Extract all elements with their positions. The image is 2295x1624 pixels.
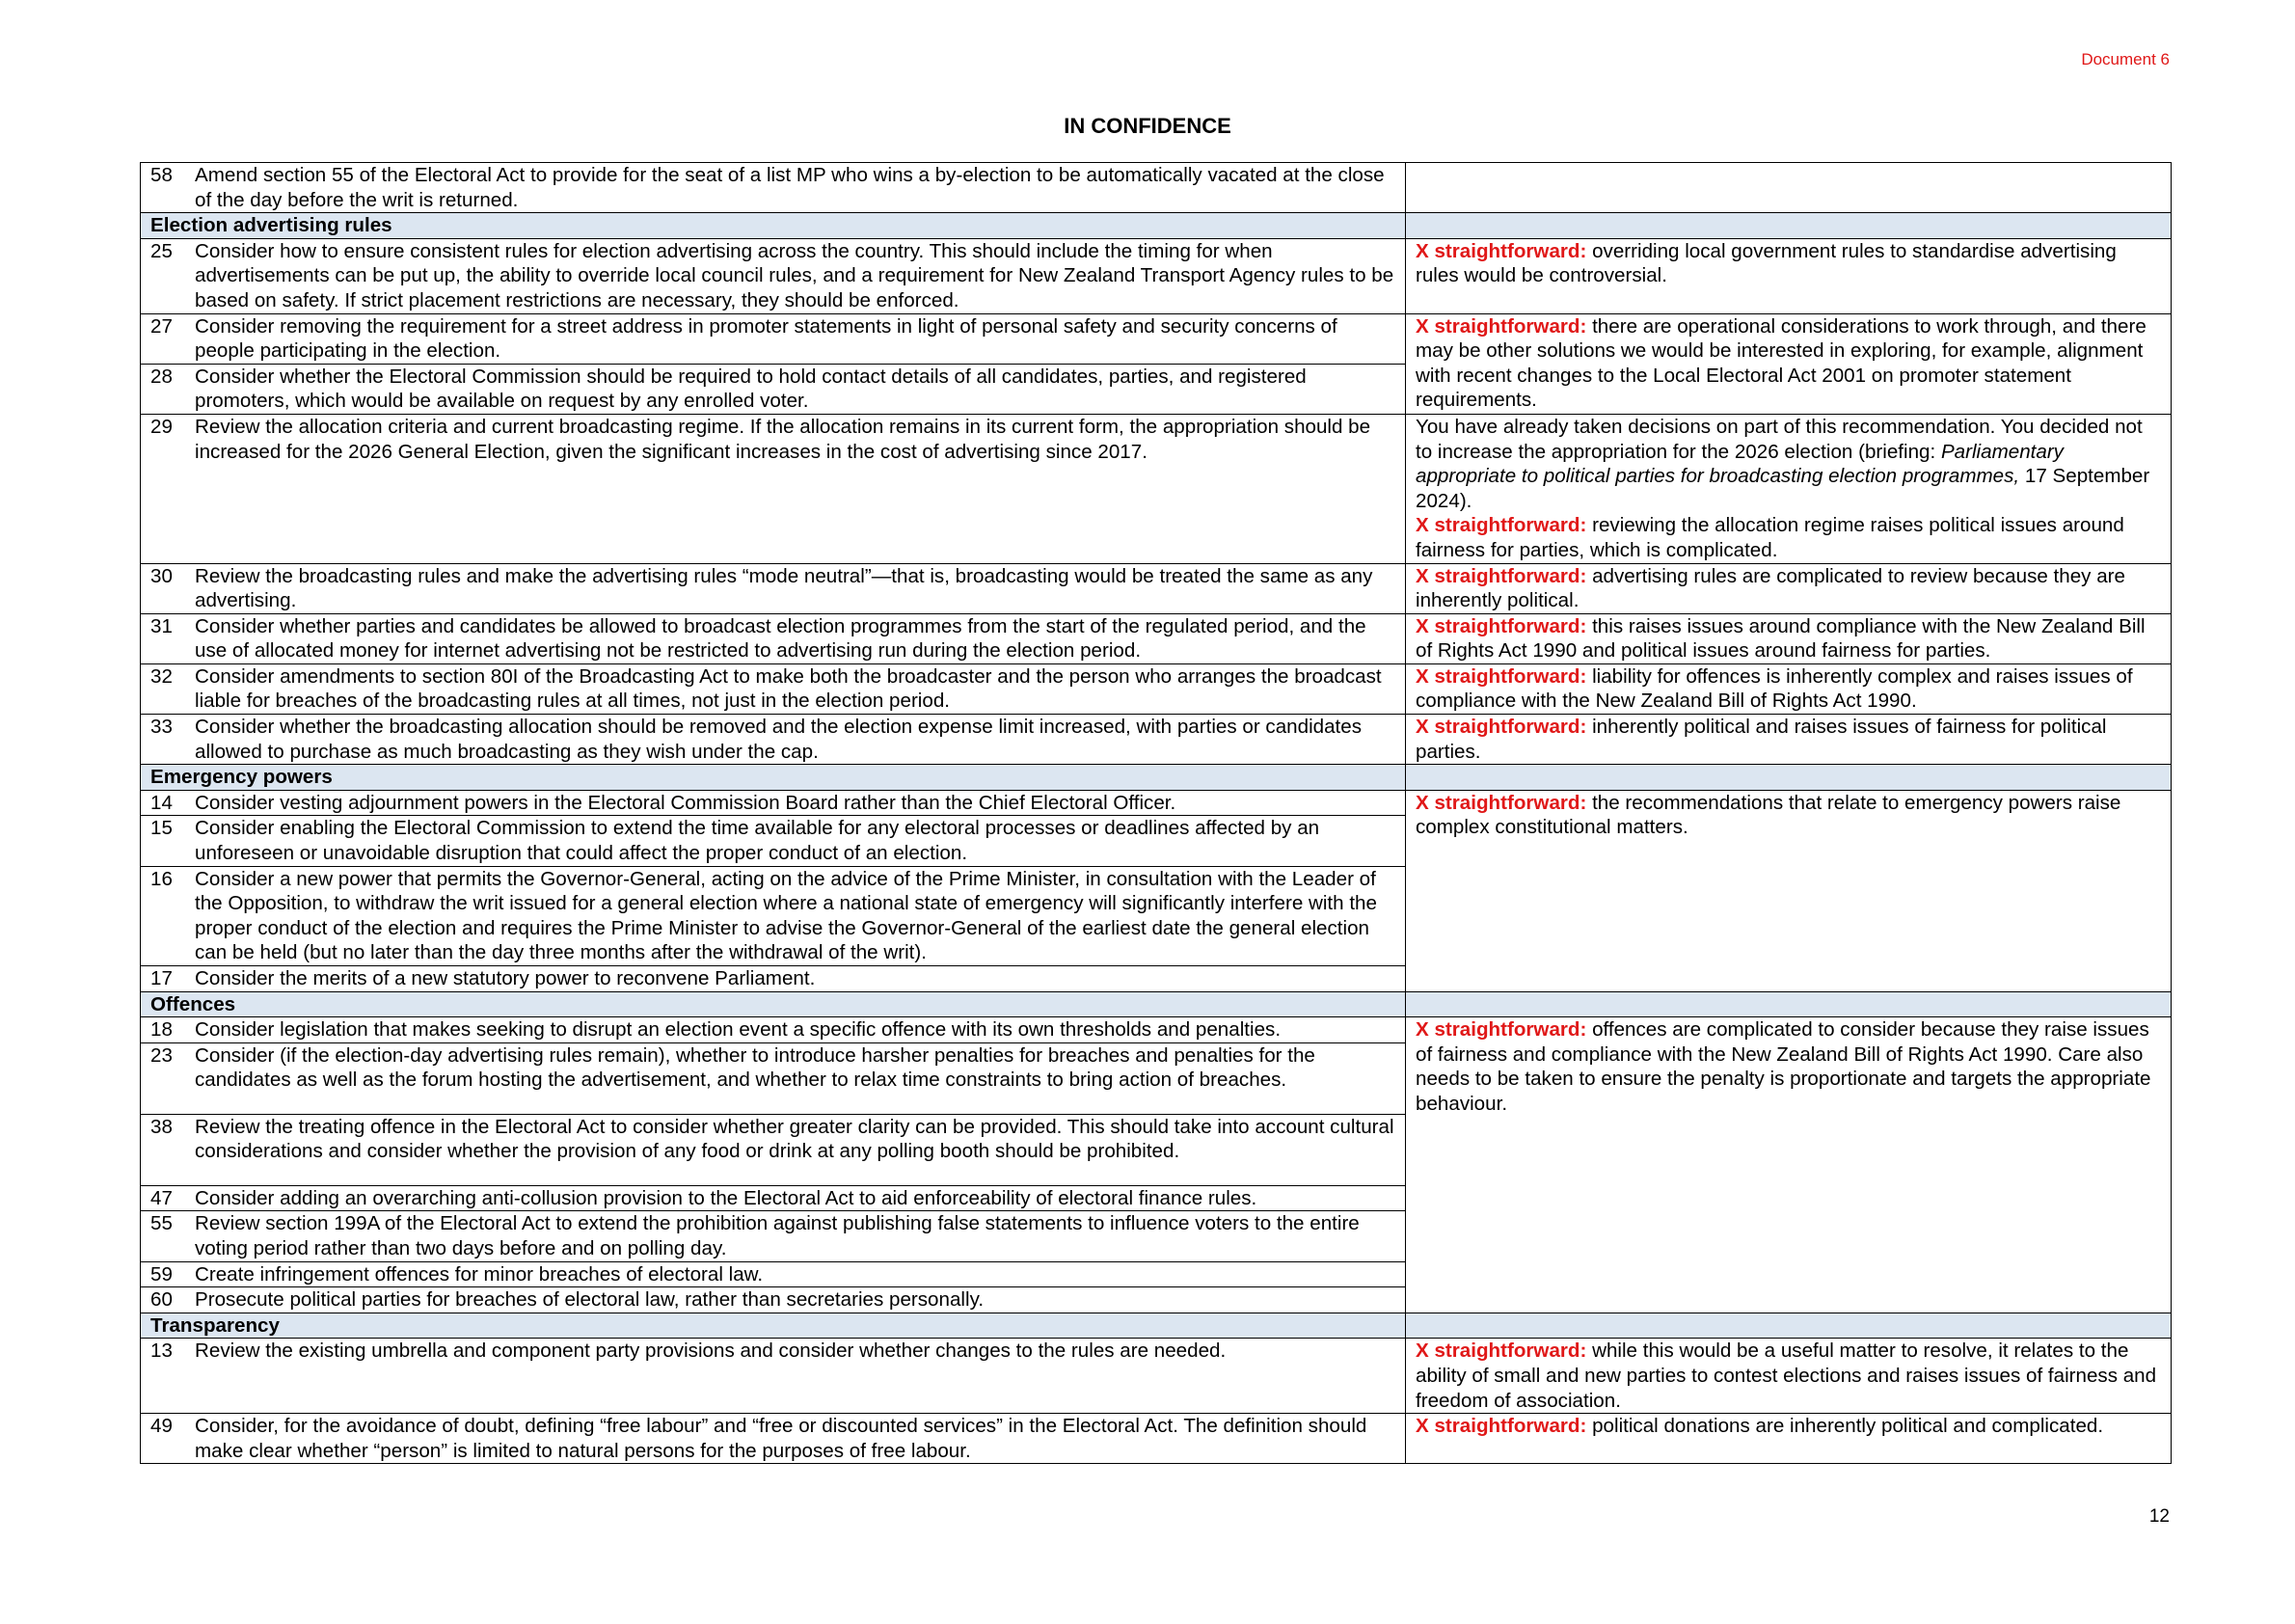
recommendation-text: Amend section 55 of the Electoral Act to provide for the seat of a list MP who wins a by-election to be automatically vacated at the close of the day before the writ is returned. [195, 164, 1385, 211]
document-label: Document 6 [2081, 50, 2170, 68]
recommendation-cell [141, 414, 1406, 563]
recommendation-number: 17 [150, 967, 173, 989]
assessment-text: offences are complicated to consider because they raise issues of fairness and compliance with the New Zealand Bill of Rights Act 1990. Care also needs to be taken to ensure the penalty is proportionate and targets the appropriate behaviour. [1416, 1018, 2151, 1115]
page-number: 12 [2148, 1506, 2170, 1527]
straightforward-flag: X straightforward: [1416, 716, 1587, 739]
table-row [141, 163, 2172, 213]
recommendation-cell [141, 816, 1406, 866]
recommendation-cell [141, 715, 1406, 765]
assessment-cell [1406, 313, 2172, 414]
recommendation-number: 27 [150, 314, 173, 338]
section-row [141, 213, 2172, 239]
recommendation-text: Consider enabling the Electoral Commission to extend the time available for any electoral processes or deadlines affected by an unforeseen or unavoidable disruption that could affect the proper conduct of an election. [195, 817, 1320, 865]
recommendation-number: 60 [150, 1288, 173, 1312]
section-heading: Election advertising rules [141, 213, 1406, 239]
recommendation-text: Review the existing umbrella and component party provisions and consider whether changes to the rules are needed. [195, 1340, 1227, 1363]
assessment-cell [1406, 663, 2172, 714]
recommendation-number: 25 [150, 239, 173, 262]
straightforward-flag: X straightforward: [1416, 564, 1587, 587]
table-row [141, 414, 2172, 563]
section-row [141, 991, 2172, 1017]
table-row [141, 715, 2172, 765]
section-row [141, 1313, 2172, 1339]
recommendation-cell [141, 1185, 1406, 1211]
assessment-text: reviewing the allocation regime raises political issues around fairness for parties, which is complicated. [1416, 514, 2124, 561]
recommendation-text: Review section 199A of the Electoral Act to extend the prohibition against publishing false statements to influence voters to the entire voting period rather than two days before and on polling day. [195, 1212, 1360, 1259]
recommendation-cell [141, 313, 1406, 364]
straightforward-flag: X straightforward: [1416, 1415, 1587, 1438]
section-heading: Offences [141, 991, 1406, 1017]
assessment-cell [1406, 1414, 2172, 1464]
table-row [141, 663, 2172, 714]
recommendation-text: Review the broadcasting rules and make the advertising rules “mode neutral”—that is, broadcasting would be treated the same as any advertising. [195, 564, 1373, 612]
recommendation-number: 55 [150, 1212, 173, 1235]
recommendation-text: Create infringement offences for minor breaches of electoral law. [195, 1262, 764, 1286]
recommendation-cell [141, 966, 1406, 992]
recommendation-cell [141, 563, 1406, 613]
section-heading-blank [1406, 213, 2172, 239]
recommendation-text: Prosecute political parties for breaches of electoral law, rather than secretaries personally. [195, 1288, 985, 1312]
recommendation-cell [141, 1211, 1406, 1261]
straightforward-flag: X straightforward: [1416, 1018, 1587, 1042]
recommendation-cell [141, 1339, 1406, 1414]
assessment-text: inherently political and raises issues of fairness for political parties. [1416, 716, 2107, 763]
recommendation-text: Consider, for the avoidance of doubt, defining “free labour” and “free or discounted services” in the Electoral Act. The definition should make clear whether “person” is limited to natural persons for the purposes of free labour. [195, 1415, 1367, 1462]
section-row [141, 765, 2172, 791]
assessment-text: You have already taken decisions on part of this recommendation. You decided not to increase the appropriation for the 2026 election (briefing: [1416, 415, 2143, 463]
recommendation-text: Consider whether parties and candidates be allowed to broadcast election programmes from the start of the regulated period, and the use of allocated money for internet advertising not be restricted to advertising run during the election period. [195, 614, 1366, 663]
recommendation-text: Consider a new power that permits the Governor-General, acting on the advice of the Prime Minister, in consultation with the Leader of the Opposition, to withdraw the writ issued for a general election where a national state of emergency will significantly interfere with the proper conduct of the election and requires the Prime Minister to advise the Governor-General of the earliest date the general election can be held (but no later than the day three months after the withdrawal of the writ). [195, 867, 1377, 964]
recommendation-number: 13 [150, 1340, 173, 1363]
table-row [141, 1414, 2172, 1464]
table-row [141, 613, 2172, 663]
recommendation-number: 14 [150, 791, 173, 814]
recommendation-number: 47 [150, 1186, 173, 1209]
recommendation-number: 31 [150, 614, 173, 637]
recommendation-number: 58 [150, 164, 173, 186]
assessment-text: there are operational considerations to work through, and there may be other solutions we would be interested in exploring, for example, alignment with recent changes to the Local Electoral Act 2001 on promoter statement requirements. [1416, 314, 2146, 412]
straightforward-flag: X straightforward: [1416, 514, 1587, 537]
assessment-cell [1406, 163, 2172, 213]
recommendation-number: 49 [150, 1415, 173, 1438]
straightforward-flag: X straightforward: [1416, 614, 1587, 637]
recommendation-text: Consider how to ensure consistent rules for election advertising across the country. This should include the timing for when advertisements can be put up, the ability to override local council rules, and a requirement for New Zealand Transport Agency rules to be based on safety. If strict placement restrictions are necessary, they should be enforced. [195, 239, 1394, 311]
recommendation-number: 33 [150, 716, 173, 739]
recommendation-cell [141, 1042, 1406, 1114]
assessment-text: the recommendations that relate to emergency powers raise complex constitutional matters. [1416, 791, 2121, 839]
assessment-cell [1406, 790, 2172, 991]
recommendation-cell [141, 1017, 1406, 1043]
straightforward-flag: X straightforward: [1416, 791, 1587, 814]
recommendation-cell [141, 1114, 1406, 1185]
section-heading-blank [1406, 765, 2172, 791]
assessment-text: liability for offences is inherently complex and raises issues of compliance with the New Zealand Bill of Rights Act 1990. [1416, 664, 2133, 713]
recommendation-cell [141, 1287, 1406, 1313]
assessment-text: political donations are inherently political and complicated. [1586, 1415, 2104, 1438]
recommendation-text: Consider whether the broadcasting allocation should be removed and the election expense limit increased, with parties or candidates allowed to purchase as much broadcasting as they wish under the cap. [195, 716, 1363, 763]
recommendation-number: 38 [150, 1115, 173, 1138]
recommendation-text: Review the allocation criteria and current broadcasting regime. If the allocation remains in its current form, the appropriation should be increased for the 2026 General Election, given the significant increases in the cost of advertising since 2017. [195, 415, 1371, 463]
assessment-cell [1406, 715, 2172, 765]
recommendation-text: Consider (if the election-day advertising rules remain), whether to introduce harsher penalties for breaches and penalties for the candidates as well as the forum hosting the advertisement, and whether to relax time constraints to bring action of breaches. [195, 1043, 1315, 1092]
recommendation-cell [141, 866, 1406, 965]
table-row [141, 238, 2172, 313]
recommendation-text: Consider amendments to section 80I of the Broadcasting Act to make both the broadcaster and the person who arranges the broadcast liable for breaches of the broadcasting rules at all times, not just in the election period. [195, 664, 1382, 713]
straightforward-flag: X straightforward: [1416, 314, 1587, 338]
table-row [141, 563, 2172, 613]
table-row [141, 313, 2172, 364]
recommendation-number: 32 [150, 664, 173, 688]
assessment-text: while this would be a useful matter to resolve, it relates to the ability of small and new parties to contest elections and raises issues of fairness and freedom of association. [1416, 1340, 2157, 1412]
assessment-text: advertising rules are complicated to review because they are inherently political. [1416, 564, 2125, 612]
recommendation-cell [141, 238, 1406, 313]
recommendation-cell [141, 1414, 1406, 1464]
recommendation-text: Consider legislation that makes seeking to disrupt an election event a specific offence with its own thresholds and penalties. [195, 1018, 1282, 1042]
assessment-cell [1406, 613, 2172, 663]
recommendation-number: 18 [150, 1018, 173, 1042]
recommendation-text: Consider whether the Electoral Commission should be required to hold contact details of all candidates, parties, and registered promoters, which would be available on request by any enrolled voter. [195, 365, 1307, 413]
table-row [141, 1339, 2172, 1414]
recommendations-table [140, 162, 2172, 1464]
recommendation-text: Consider the merits of a new statutory power to reconvene Parliament. [195, 967, 816, 989]
recommendation-cell [141, 613, 1406, 663]
recommendation-cell [141, 790, 1406, 816]
table-row [141, 1017, 2172, 1043]
assessment-cell [1406, 414, 2172, 563]
section-heading: Emergency powers [141, 765, 1406, 791]
recommendation-cell [141, 163, 1406, 213]
assessment-cell [1406, 563, 2172, 613]
straightforward-flag: X straightforward: [1416, 239, 1587, 262]
briefing-title: Parliamentary appropriate to political parties for broadcasting election programmes, [1416, 440, 2064, 488]
straightforward-flag: X straightforward: [1416, 664, 1587, 688]
section-heading-blank [1406, 1313, 2172, 1339]
recommendation-cell [141, 663, 1406, 714]
recommendation-number: 16 [150, 867, 173, 890]
recommendation-number: 15 [150, 817, 173, 840]
recommendation-cell [141, 1261, 1406, 1287]
table-row [141, 790, 2172, 816]
recommendation-number: 23 [150, 1043, 173, 1067]
section-heading-blank [1406, 991, 2172, 1017]
assessment-text: overriding local government rules to standardise advertising rules would be controversial. [1416, 239, 2117, 287]
assessment-cell [1406, 1017, 2172, 1313]
assessment-text: 17 September 2024). [1416, 465, 2150, 512]
recommendation-number: 30 [150, 564, 173, 587]
classification-heading: IN CONFIDENCE [1064, 114, 1231, 138]
recommendation-text: Consider vesting adjournment powers in the Electoral Commission Board rather than the Chief Electoral Officer. [195, 791, 1176, 814]
assessment-cell [1406, 1339, 2172, 1414]
straightforward-flag: X straightforward: [1416, 1340, 1587, 1363]
recommendation-text: Consider removing the requirement for a street address in promoter statements in light of personal safety and security concerns of people participating in the election. [195, 314, 1337, 363]
assessment-cell [1406, 238, 2172, 313]
recommendation-number: 59 [150, 1262, 173, 1286]
assessment-text: this raises issues around compliance with the New Zealand Bill of Rights Act 1990 and political issues around fairness for parties. [1416, 614, 2146, 663]
section-heading: Transparency [141, 1313, 1406, 1339]
recommendation-cell [141, 364, 1406, 414]
recommendation-text: Review the treating offence in the Electoral Act to consider whether greater clarity can be provided. This should take into account cultural considerations and consider whether the provision of any food or drink at any polling booth should be prohibited. [195, 1115, 1394, 1163]
recommendation-number: 29 [150, 415, 173, 438]
recommendation-number: 28 [150, 365, 173, 388]
recommendation-text: Consider adding an overarching anti-collusion provision to the Electoral Act to aid enforceability of electoral finance rules. [195, 1186, 1257, 1209]
